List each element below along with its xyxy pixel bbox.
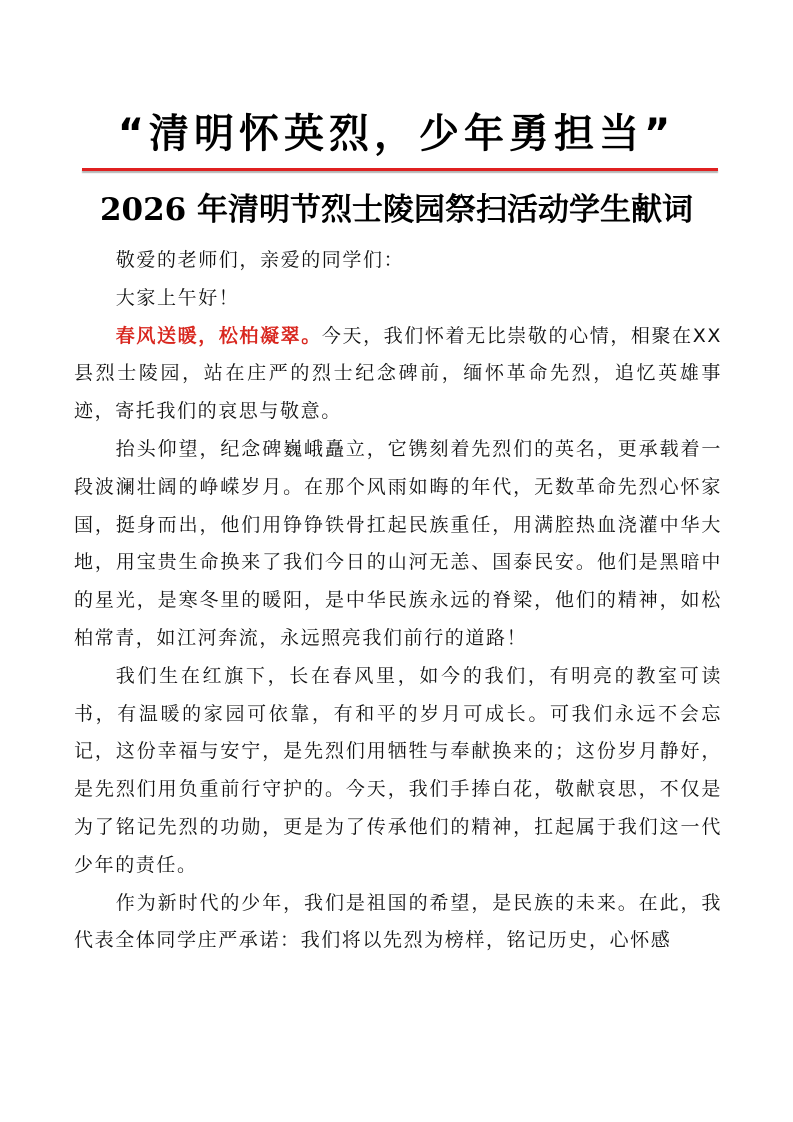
greeting-line: 敬爱的老师们，亲爱的同学们： — [115, 249, 405, 271]
paragraph-1 — [74, 318, 722, 431]
highlighted-phrase: 春风送暖，松柏凝翠。 — [115, 324, 322, 347]
paragraph-3: 我们生在红旗下，长在春风里，如今的我们，有明亮的教室可读书，有温暖的家园可依靠，有和平的岁月可成长。可我们永远不会忘记，这份幸福与安宁，是先烈们用牺牲与奉献换来的；这份岁月静好，是先烈们用负重前行守护的。今天，我们手捧白花，敬献哀思，不仅是为了铭记先烈的功勋，更是为了传承他们的精神，扛起属于我们这一代少年的责任。 — [74, 664, 722, 876]
paragraph-1-text: 今天，我们怀着无比崇敬的心情，相聚在XX县烈士陵园，站在庄严的烈士纪念碑前，缅怀革命先烈，追忆英雄事迹，寄托我们的哀思与敬意。 — [74, 324, 722, 423]
paragraph-4: 作为新时代的少年，我们是祖国的希望，是民族的未来。在此，我代表全体同学庄严承诺：我们将以先烈为榜样，铭记历史，心怀感 — [74, 891, 722, 952]
salutation-line: 大家上午好！ — [115, 286, 240, 309]
paragraph-2: 抬头仰望，纪念碑巍峨矗立，它镌刻着先烈们的英名，更承载着一段波澜壮阔的峥嵘岁月。在那个风雨如晦的年代，无数革命先烈心怀家国，挺身而出，他们用铮铮铁骨扛起民族重任，用满腔热血浇灌中华大地，用宝贵生命换来了我们今日的山河无恙、国泰民安。他们是黑暗中的星光，是寒冬里的暖阳，是中华民族永远的脊梁，他们的精神，如松柏常青，如江河奔流，永远照亮我们前行的道路！ — [74, 437, 722, 649]
sub-title: 2026 年清明节烈士陵园祭扫活动学生献词 — [99, 192, 694, 228]
title-divider-line — [82, 168, 718, 171]
main-title: “清明怀英烈，少年勇担当” — [117, 111, 676, 157]
speech-body — [74, 242, 722, 960]
